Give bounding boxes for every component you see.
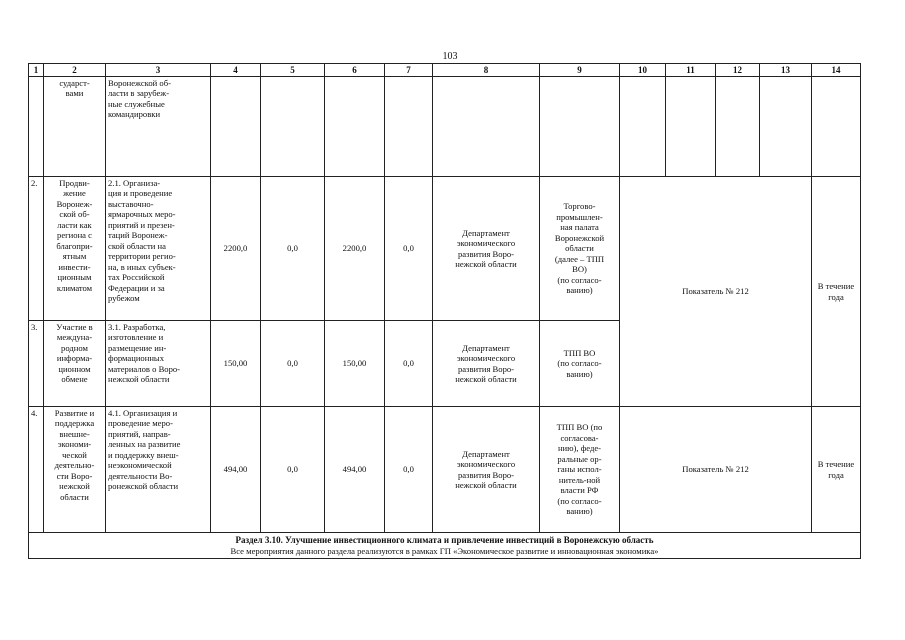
row-number: 2. <box>29 177 44 321</box>
goal-cell: Продви- жение Воронеж- ской об- ласти как региона с благопри- ятным инвести- ционным климатом <box>44 177 106 321</box>
continuation-row <box>29 77 861 177</box>
value-cell: 2200,0 <box>325 177 385 321</box>
goal-cell: сударст- вами <box>44 77 106 177</box>
program-table <box>28 63 861 559</box>
col-header-3: 3 <box>106 64 211 77</box>
table-row <box>29 407 861 533</box>
section-row <box>29 533 861 559</box>
cell-empty <box>760 77 812 177</box>
value-cell: 150,00 <box>325 321 385 407</box>
cell-empty <box>261 77 325 177</box>
value-cell: 494,00 <box>211 407 261 533</box>
col-header-2: 2 <box>44 64 106 77</box>
executor-cell: Департамент экономического развития Воро- нежской области <box>433 407 540 533</box>
cell-empty <box>666 77 716 177</box>
value-cell: 0,0 <box>261 407 325 533</box>
indicator-cell: Показатель № 212 <box>620 177 812 407</box>
partner-cell: ТПП ВО (по согласо- ванию) <box>540 321 620 407</box>
page-number: 103 <box>442 51 458 62</box>
col-header-8: 8 <box>433 64 540 77</box>
cell-empty <box>540 77 620 177</box>
value-cell: 494,00 <box>325 407 385 533</box>
col-header-11: 11 <box>666 64 716 77</box>
activity-cell: 2.1. Организа- ция и проведение выставочно- ярмарочных меро- приятий и презен- таций Воронеж- ской области на территории регио- на, в иных субъек- тах Российской Федерации и за рубежом <box>106 177 211 321</box>
section-cell <box>29 533 861 559</box>
executor-cell: Департамент экономического развития Воро- нежской области <box>433 321 540 407</box>
activity-cell: 3.1. Разработка, изготовление и размещение ин- формационных материалов о Воро- нежской области <box>106 321 211 407</box>
cell-empty <box>29 77 44 177</box>
activity-cell: 4.1. Организация и проведение меро- приятий, направ- ленных на развитие и поддержку внеш- неэкономической деятельности Во- ронежской области <box>106 407 211 533</box>
col-header-7: 7 <box>385 64 433 77</box>
value-cell: 0,0 <box>385 321 433 407</box>
value-cell: 0,0 <box>385 407 433 533</box>
value-cell: 0,0 <box>261 177 325 321</box>
activity-cell: Воронежской об- ласти в зарубеж- ные служебные командировки <box>106 77 211 177</box>
cell-empty <box>385 77 433 177</box>
col-header-13: 13 <box>760 64 812 77</box>
indicator-cell: Показатель № 212 <box>620 407 812 533</box>
col-header-4: 4 <box>211 64 261 77</box>
goal-cell: Участие в междуна- родном информа- ционном обмене <box>44 321 106 407</box>
cell-empty <box>325 77 385 177</box>
col-header-14: 14 <box>812 64 861 77</box>
col-header-12: 12 <box>716 64 760 77</box>
section-title: Раздел 3.10. Улучшение инвестиционного климата и привлечение инвестиций в Воронежскую область <box>235 535 654 545</box>
cell-empty <box>433 77 540 177</box>
value-cell: 2200,0 <box>211 177 261 321</box>
table-row <box>29 177 861 321</box>
value-cell: 0,0 <box>385 177 433 321</box>
cell-empty <box>620 77 666 177</box>
cell-empty <box>716 77 760 177</box>
col-header-1: 1 <box>29 64 44 77</box>
row-number: 3. <box>29 321 44 407</box>
value-cell: 0,0 <box>261 321 325 407</box>
col-header-6: 6 <box>325 64 385 77</box>
executor-cell: Департамент экономического развития Воро- нежской области <box>433 177 540 321</box>
row-number: 4. <box>29 407 44 533</box>
goal-cell: Развитие и поддержка внешне- экономи- ческой деятельно- сти Воро- нежской области <box>44 407 106 533</box>
value-cell: 150,00 <box>211 321 261 407</box>
term-cell: В течение года <box>812 407 861 533</box>
section-note: Все мероприятия данного раздела реализуются в рамках ГП «Экономическое развитие и инновационная экономика» <box>230 545 659 556</box>
col-header-9: 9 <box>540 64 620 77</box>
col-header-10: 10 <box>620 64 666 77</box>
cell-empty <box>812 77 861 177</box>
header-row <box>29 64 861 77</box>
partner-cell: ТПП ВО (по согласова- нию), феде- ральные ор- ганы испол- нитель-ной власти РФ (по согласо- ванию) <box>540 407 620 533</box>
col-header-5: 5 <box>261 64 325 77</box>
partner-cell: Торгово- промышлен- ная палата Воронежской области (далее – ТПП ВО) (по согласо- ванию) <box>540 177 620 321</box>
term-cell: В течение года <box>812 177 861 407</box>
cell-empty <box>211 77 261 177</box>
